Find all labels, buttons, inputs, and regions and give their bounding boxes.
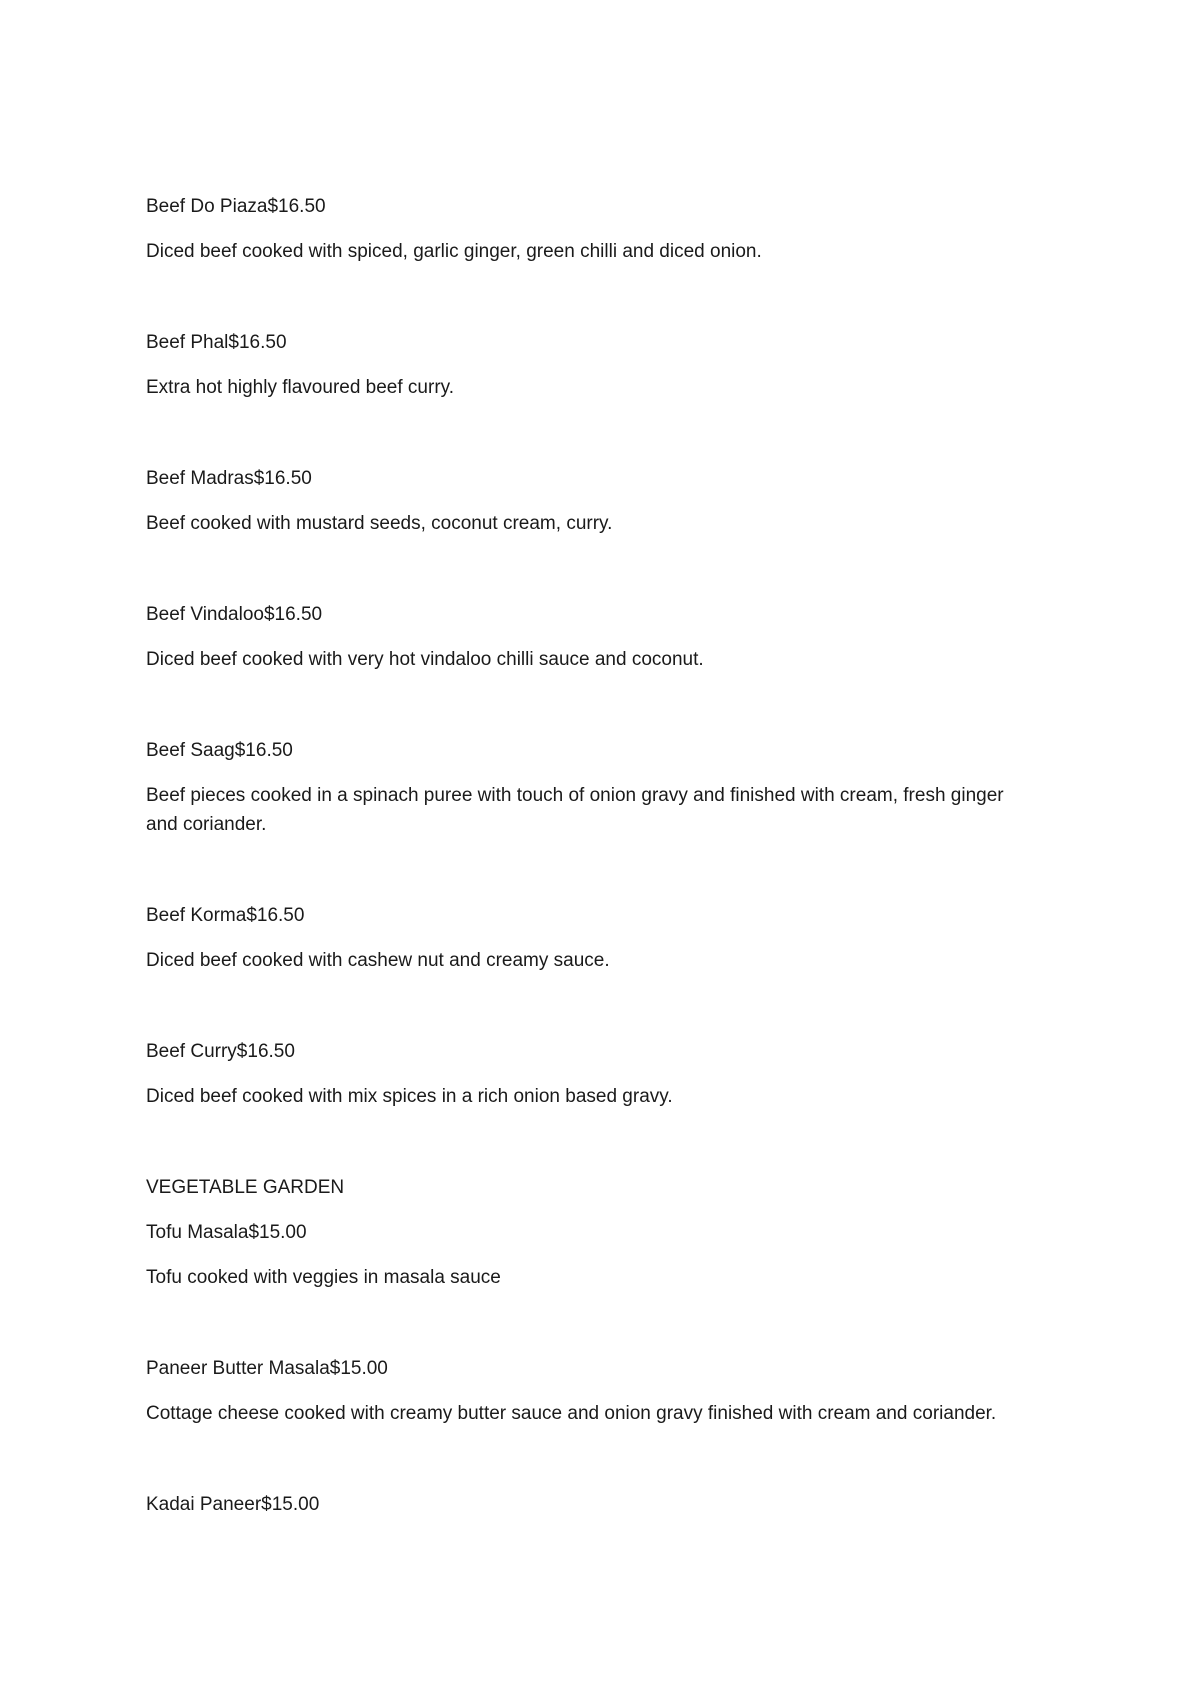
- menu-item-description: Diced beef cooked with cashew nut and creamy sauce.: [146, 950, 610, 971]
- menu-item-title: Beef Korma$16.50: [146, 905, 305, 926]
- section-heading-vegetable-garden: VEGETABLE GARDEN: [146, 1177, 345, 1198]
- menu-item-description: Beef pieces cooked in a spinach puree with touch of onion gravy and finished with cream, fresh ginger and coriander.: [146, 785, 1004, 835]
- menu-item-title: Beef Do Piaza$16.50: [146, 196, 326, 217]
- menu-item-title: Tofu Masala$15.00: [146, 1222, 307, 1243]
- menu-item-description: Cottage cheese cooked with creamy butter sauce and onion gravy finished with cream and coriander.: [146, 1403, 997, 1424]
- menu-item-description: Extra hot highly flavoured beef curry.: [146, 377, 455, 398]
- menu-item-title: Beef Vindaloo$16.50: [146, 604, 323, 625]
- menu-item-title: Beef Madras$16.50: [146, 468, 312, 489]
- menu-item-title: Kadai Paneer$15.00: [146, 1494, 320, 1515]
- menu-item-description: Diced beef cooked with mix spices in a rich onion based gravy.: [146, 1086, 673, 1107]
- menu-item-title: Beef Saag$16.50: [146, 740, 293, 761]
- menu-item-description: Beef cooked with mustard seeds, coconut cream, curry.: [146, 513, 613, 534]
- menu-item-title: Beef Curry$16.50: [146, 1041, 295, 1062]
- menu-content: [146, 192, 1026, 1535]
- menu-item-description: Tofu cooked with veggies in masala sauce: [146, 1267, 501, 1288]
- menu-item-title: Paneer Butter Masala$15.00: [146, 1358, 388, 1379]
- menu-item-description: Diced beef cooked with spiced, garlic ginger, green chilli and diced onion.: [146, 241, 762, 262]
- menu-item-title: Beef Phal$16.50: [146, 332, 287, 353]
- menu-item-description: Diced beef cooked with very hot vindaloo chilli sauce and coconut.: [146, 649, 704, 670]
